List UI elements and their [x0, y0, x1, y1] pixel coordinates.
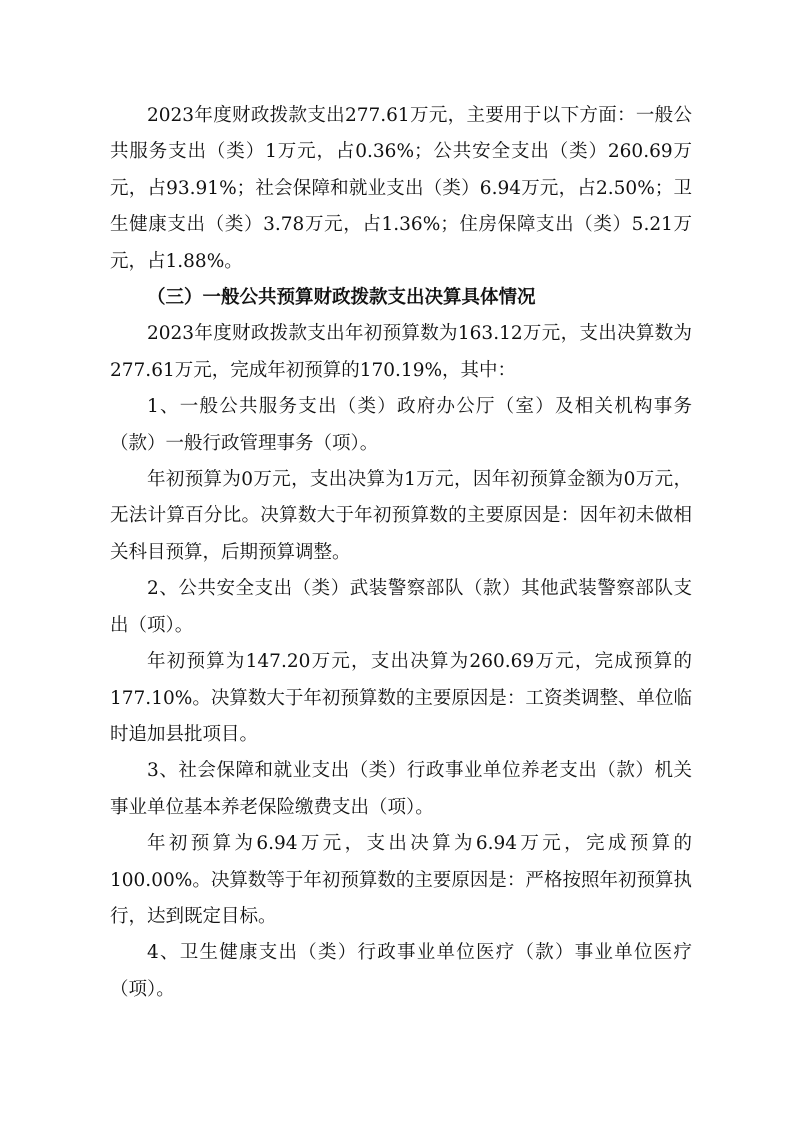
- document-body: [110, 98, 692, 1008]
- paragraph-budget-overview: 2023年度财政拨款支出年初预算数为163.12万元，支出决算数为277.61万元，完成年初预算的170.19%，其中：: [110, 323, 692, 381]
- paragraph-item-4-title: 4、卫生健康支出（类）行政事业单位医疗（款）事业单位医疗（项）。: [110, 942, 692, 1000]
- paragraph-item-3-title: 3、社会保障和就业支出（类）行政事业单位养老支出（款）机关事业单位基本养老保险缴费支出（项）。: [110, 760, 692, 818]
- paragraph-item-1-title: 1、一般公共服务支出（类）政府办公厅（室）及相关机构事务（款）一般行政管理事务（项）。: [110, 396, 692, 454]
- paragraph-item-2-title: 2、公共安全支出（类）武装警察部队（款）其他武装警察部队支出（项）。: [110, 578, 692, 636]
- paragraph-item-3-detail: 年初预算为6.94万元，支出决算为6.94万元，完成预算的100.00%。决算数等于年初预算数的主要原因是：严格按照年初预算执行，达到既定目标。: [110, 833, 692, 927]
- section-heading-3: （三）一般公共预算财政拨款支出决算具体情况: [147, 287, 536, 309]
- paragraph-item-1-detail: 年初预算为0万元，支出决算为1万元，因年初预算金额为0万元，无法计算百分比。决算数大于年初预算数的主要原因是：因年初未做相关科目预算，后期预算调整。: [110, 469, 692, 563]
- paragraph-item-2-detail: 年初预算为147.20万元，支出决算为260.69万元，完成预算的177.10%。决算数大于年初预算数的主要原因是：工资类调整、单位临时追加县批项目。: [110, 651, 692, 745]
- paragraph-expenditure-summary: 2023年度财政拨款支出277.61万元，主要用于以下方面：一般公共服务支出（类）1万元，占0.36%；公共安全支出（类）260.69万元，占93.91%；社会保障和就业支出（类）6.94万元，占2.50%；卫生健康支出（类）3.78万元，占1.36%；住房保障支出（类）5.21万元，占1.88%。: [110, 105, 692, 272]
